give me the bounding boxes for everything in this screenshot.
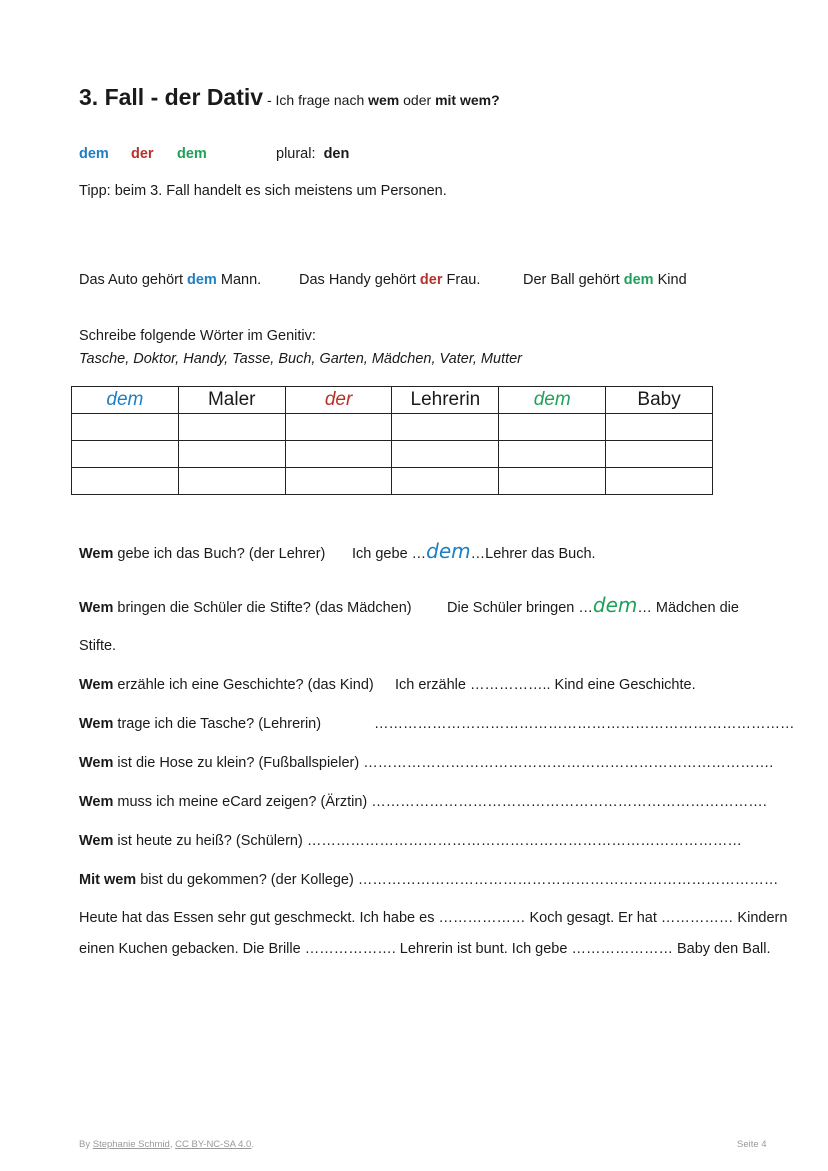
table-header-row — [72, 387, 713, 414]
table-cell-empty[interactable] — [392, 414, 499, 441]
exercise-6[interactable]: Wem muss ich meine eCard zeigen? (Ärztin) ………………………………………………………………………. — [79, 794, 767, 810]
exercise-2-answer: Die Schüler bringen …dem… Mädchen die — [447, 593, 739, 617]
table-cell-empty[interactable] — [285, 414, 392, 441]
table-cell-empty[interactable] — [285, 441, 392, 468]
tip-text: Tipp: beim 3. Fall handelt es sich meistens um Personen. — [79, 183, 447, 199]
article-plural: plural: den — [276, 146, 350, 162]
exercise-1-question: Wem gebe ich das Buch? (der Lehrer) — [79, 546, 326, 562]
table-cell-empty[interactable] — [285, 468, 392, 495]
table-row — [72, 414, 713, 441]
author-link[interactable]: Stephanie Schmid — [92, 1139, 170, 1150]
exercise-2-question: Wem bringen die Schüler die Stifte? (das Mädchen) — [79, 600, 412, 616]
article-masculine: dem — [79, 146, 109, 162]
table-cell-empty[interactable] — [499, 468, 606, 495]
table-cell-empty[interactable] — [178, 468, 285, 495]
table-cell-empty[interactable] — [499, 441, 606, 468]
exercise-2-answer-cont: Stifte. — [79, 638, 117, 654]
page-number: Seite 4 — [737, 1139, 767, 1150]
table-cell-empty[interactable] — [606, 441, 713, 468]
footer-credit: By Stephanie Schmid, CC BY-NC-SA 4.0. — [79, 1139, 254, 1150]
article-neuter: dem — [177, 146, 207, 162]
table-cell-empty[interactable] — [72, 441, 179, 468]
table-cell-empty[interactable] — [178, 414, 285, 441]
page-title — [79, 84, 500, 111]
table-cell: Maler — [178, 387, 285, 414]
example-1: Das Auto gehört dem Mann. — [79, 272, 262, 288]
exercise-4-question: Wem trage ich die Tasche? (Lehrerin) — [79, 716, 322, 732]
table-cell-empty[interactable] — [499, 414, 606, 441]
table-cell: dem — [72, 387, 179, 414]
exercise-5[interactable]: Wem ist die Hose zu klein? (Fußballspieler) …………………………………………………………………………. — [79, 755, 774, 771]
license-link[interactable]: CC BY-NC-SA 4.0 — [175, 1139, 252, 1150]
exercise-3-question: Wem erzähle ich eine Geschichte? (das Kind) — [79, 677, 374, 693]
exercise-1-answer: Ich gebe …dem…Lehrer das Buch. — [352, 539, 596, 563]
table-row — [72, 468, 713, 495]
exercise-8[interactable]: Mit wem bist du gekommen? (der Kollege) …………………………………………………………………………… — [79, 872, 779, 888]
table-cell: dem — [499, 387, 606, 414]
example-3: Der Ball gehört dem Kind — [523, 272, 687, 288]
table-cell-empty[interactable] — [392, 441, 499, 468]
table-cell-empty[interactable] — [178, 441, 285, 468]
table-cell-empty[interactable] — [72, 468, 179, 495]
word-table — [71, 386, 713, 495]
table-cell-empty[interactable] — [606, 414, 713, 441]
table-cell-empty[interactable] — [72, 414, 179, 441]
title-subtitle: - Ich frage nach wem oder mit wem? — [263, 92, 500, 108]
instruction-line-1: Schreibe folgende Wörter im Genitiv: — [79, 328, 316, 344]
table-cell-empty[interactable] — [392, 468, 499, 495]
table-cell: Baby — [606, 387, 713, 414]
table-cell: der — [285, 387, 392, 414]
paragraph-line-2[interactable]: einen Kuchen gebacken. Die Brille ………………. Lehrerin ist bunt. Ich gebe ………………… Baby den Ball. — [79, 941, 771, 957]
exercise-7[interactable]: Wem ist heute zu heiß? (Schülern) ……………………………………………………………………………… — [79, 833, 742, 849]
title-main: 3. Fall - der Dativ — [79, 84, 264, 110]
instruction-word-list: Tasche, Doktor, Handy, Tasse, Buch, Garten, Mädchen, Vater, Mutter — [79, 351, 523, 367]
example-2: Das Handy gehört der Frau. — [299, 272, 481, 288]
table-cell: Lehrerin — [392, 387, 499, 414]
table-cell-empty[interactable] — [606, 468, 713, 495]
article-feminine: der — [131, 146, 154, 162]
paragraph-line-1[interactable]: Heute hat das Essen sehr gut geschmeckt. Ich habe es ……………… Koch gesagt. Er hat …………… Kindern — [79, 910, 788, 926]
table-row — [72, 441, 713, 468]
exercise-3-answer[interactable]: Ich erzähle …………….. Kind eine Geschichte. — [395, 677, 696, 693]
exercise-4-answer[interactable]: …………………………………………………………………………… — [374, 716, 795, 732]
